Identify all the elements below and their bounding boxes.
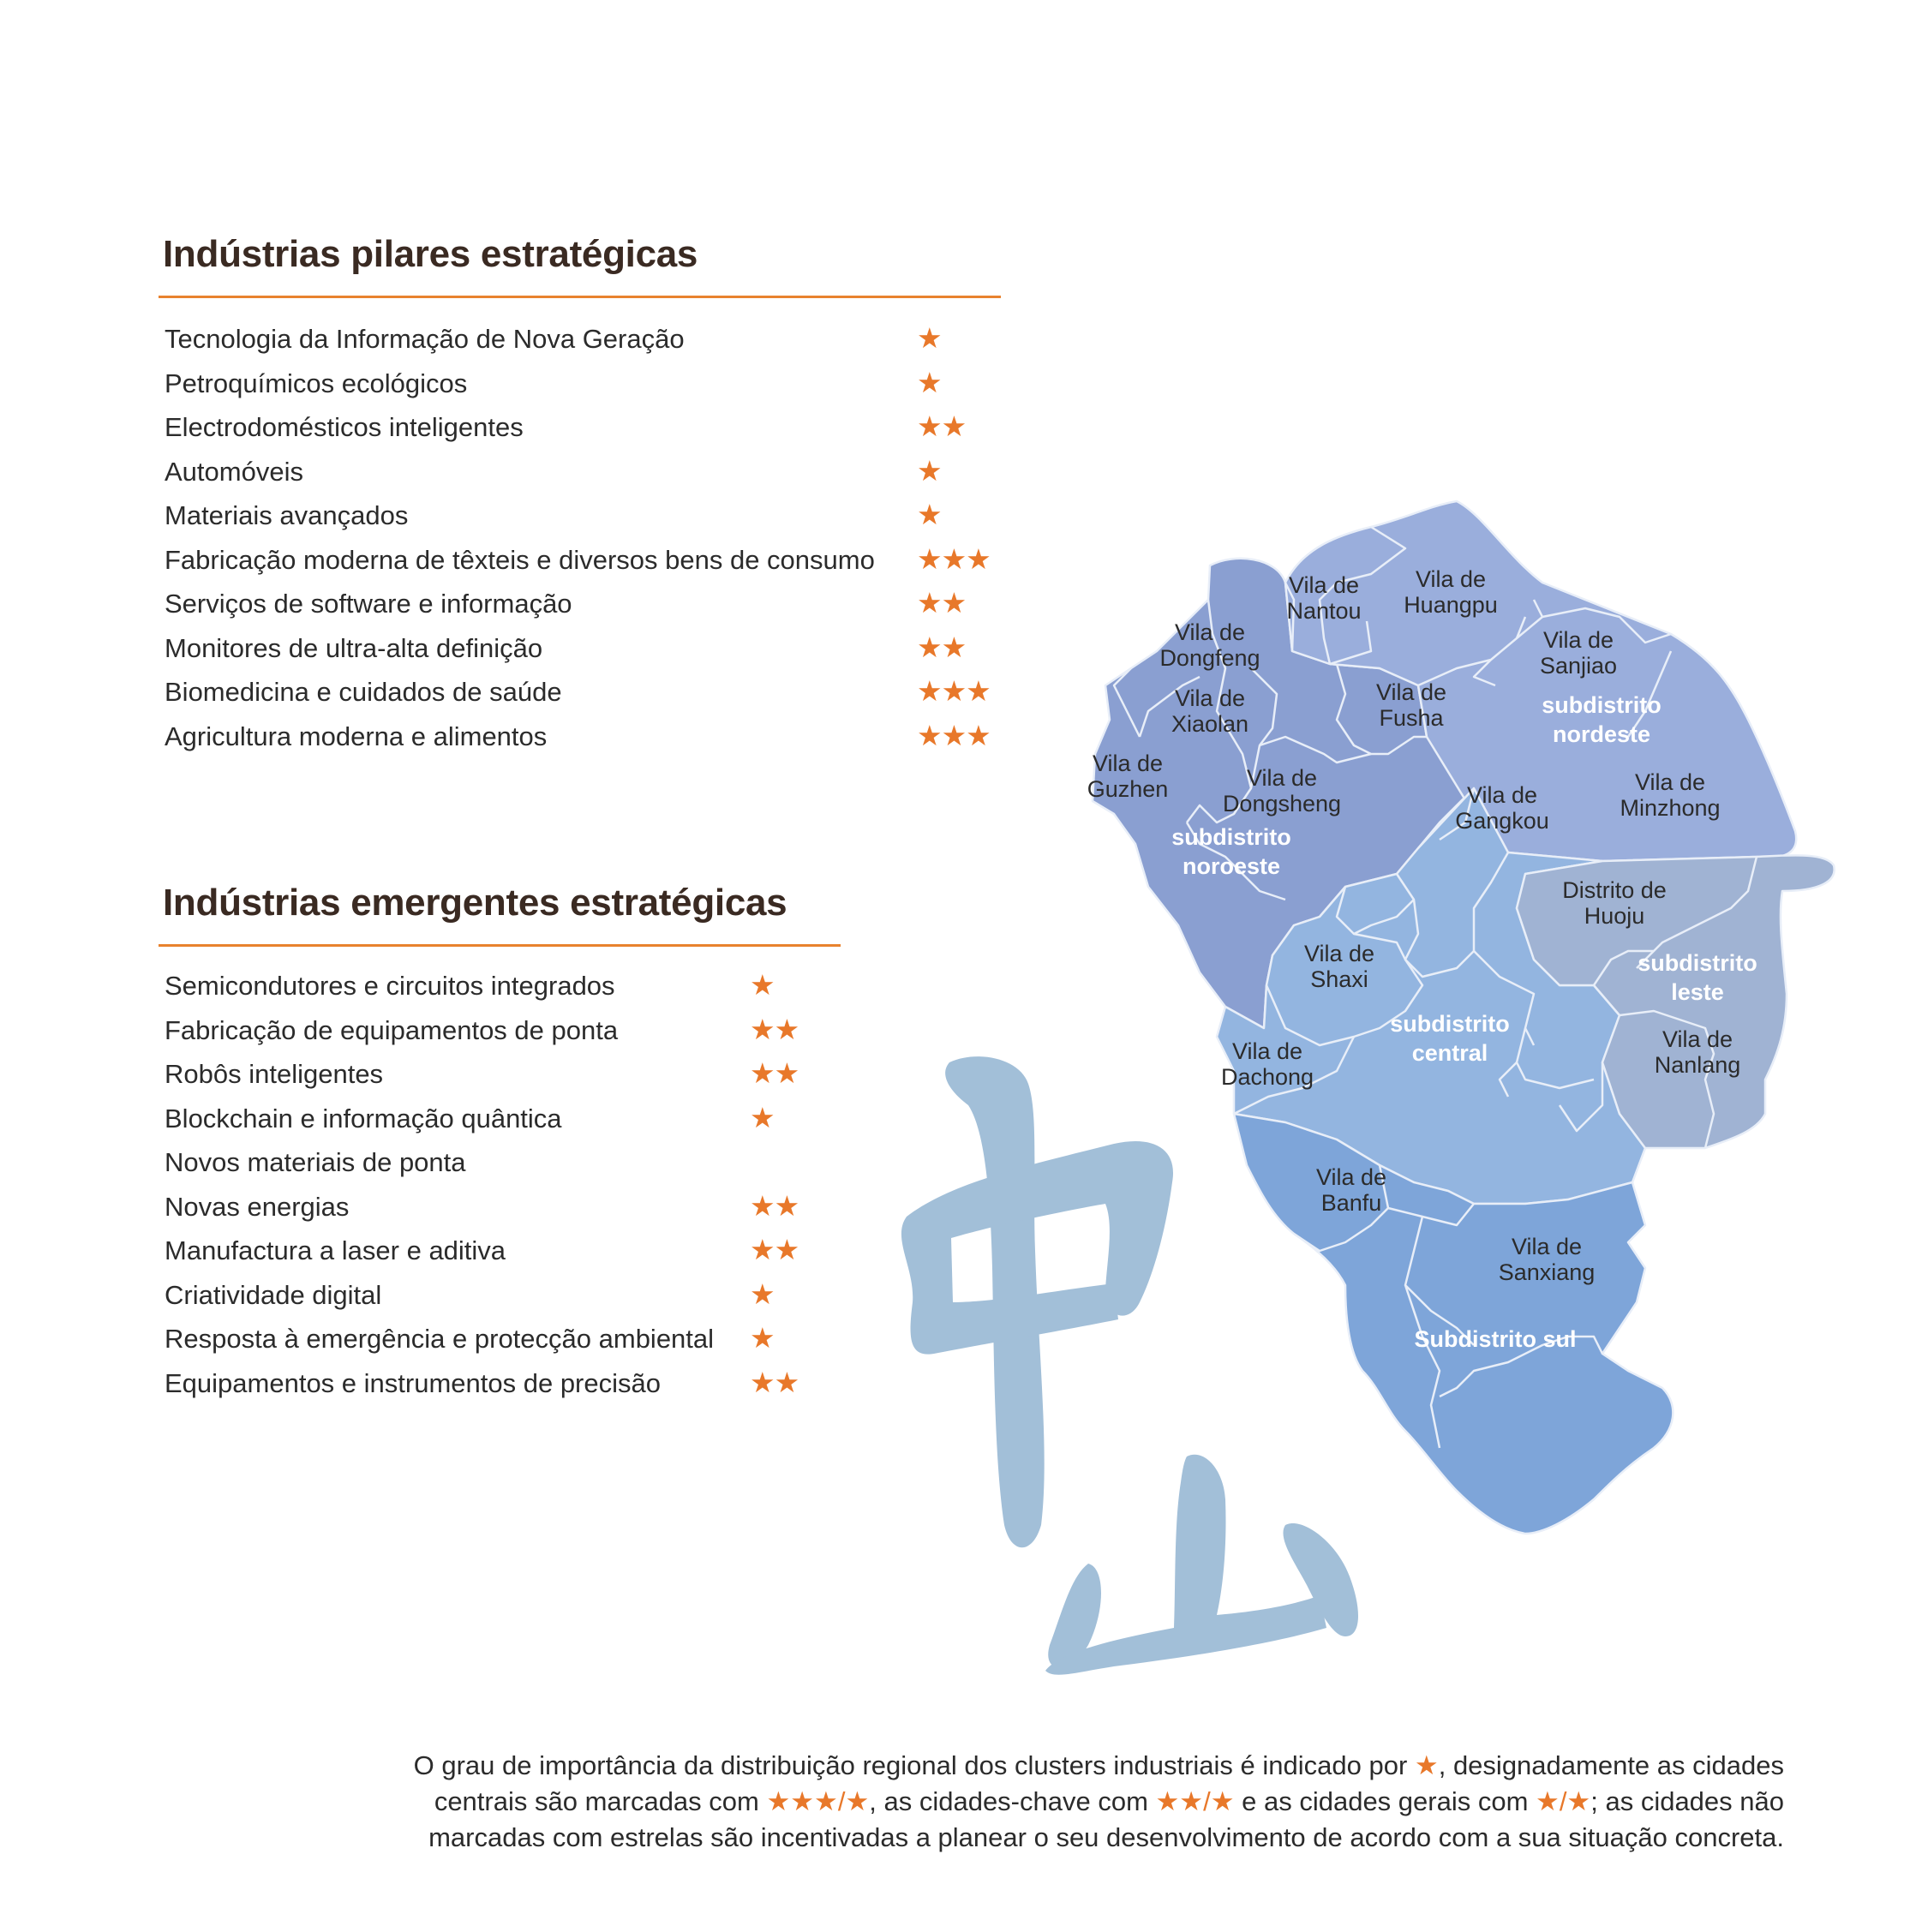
industry-label: Biomedicina e cuidados de saúde (165, 677, 562, 707)
label-gangkou: Vila de Gangkou (1455, 782, 1549, 834)
industry-label: Fabricação moderna de têxteis e diversos bens de consumo (165, 544, 875, 575)
industry-label: Serviços de software e informação (165, 589, 572, 619)
industry-label: Manufactura a laser e aditiva (165, 1235, 506, 1265)
label-dongsheng: Vila de Dongsheng (1222, 765, 1342, 816)
footnote-line-2 (242, 1784, 1784, 1820)
label-dongfeng: Vila de Dongfeng (1159, 619, 1260, 671)
star-rating: ★ (917, 454, 942, 487)
label-shaxi: Vila de Shaxi (1303, 941, 1375, 992)
star-rating: ★★ (750, 1189, 799, 1222)
industry-label: Tecnologia da Informação de Nova Geração (165, 324, 685, 354)
label-huangpu: Vila de Huangpu (1404, 566, 1498, 618)
footnote-line-3 (242, 1820, 1784, 1856)
star-icon: ★ (1414, 1750, 1439, 1780)
industry-label: Criatividade digital (165, 1279, 382, 1310)
star-rating: ★★ (750, 1013, 799, 1045)
industry-label: Petroquímicos ecológicos (165, 368, 468, 398)
star-rating: ★★★ (917, 675, 991, 707)
star-rating: ★★ (917, 587, 967, 619)
star-rating: ★ (750, 1101, 775, 1133)
industry-label: Monitores de ultra-alta definição (165, 632, 543, 663)
pillar-title: Indústrias pilares estratégicas (163, 233, 698, 275)
industry-label: Resposta à emergência e protecção ambiental (165, 1324, 715, 1354)
label-nanlang: Vila de Nanlang (1654, 1026, 1741, 1078)
star-rating: ★ (917, 499, 942, 530)
label-nantou: Vila de Nantou (1286, 572, 1362, 624)
footnote-text: O grau de importância da distribuição regional dos clusters industriais é indicado por (413, 1750, 1415, 1780)
star-rating: ★★ (750, 1366, 799, 1398)
star-rating: ★ (750, 1322, 775, 1354)
footnote-text: , designadamente as cidades (1438, 1750, 1784, 1780)
star-icon: ★/★ (1536, 1786, 1591, 1816)
footnote (242, 1748, 1784, 1856)
label-guzhen: Vila de Guzhen (1087, 751, 1169, 802)
industry-label: Agricultura moderna e alimentos (165, 721, 548, 751)
industry-label: Novos materiais de ponta (165, 1147, 466, 1177)
footnote-text: e as cidades gerais com (1234, 1786, 1536, 1816)
star-rating: ★★★ (917, 542, 991, 575)
footnote-text: centrais são marcadas com (434, 1786, 767, 1816)
industry-label: Robôs inteligentes (165, 1059, 384, 1089)
label-nordeste: subdistrito nordeste (1542, 692, 1662, 747)
label-banfu: Vila de Banfu (1315, 1164, 1387, 1216)
label-minzhong: Vila de Minzhong (1620, 769, 1721, 821)
star-rating: ★ (750, 969, 775, 1001)
star-rating: ★ (917, 322, 942, 354)
star-rating: ★ (750, 1277, 775, 1310)
industry-label: Fabricação de equipamentos de ponta (165, 1014, 619, 1045)
footnote-text: ; as cidades não (1590, 1786, 1784, 1816)
star-icon: ★★★/★ (766, 1786, 870, 1816)
label-sul: Subdistrito sul (1414, 1326, 1577, 1352)
industry-label: Electrodomésticos inteligentes (165, 412, 524, 442)
industry-label: Automóveis (165, 456, 303, 487)
industry-label: Equipamentos e instrumentos de precisão (165, 1367, 661, 1398)
label-fusha: Vila de Fusha (1375, 679, 1447, 731)
star-icon: ★★/★ (1155, 1786, 1235, 1816)
industry-label: Blockchain e informação quântica (165, 1103, 562, 1133)
footnote-text: marcadas com estrelas são incentivadas a planear o seu desenvolvimento de acordo com a sua situação concreta. (428, 1822, 1784, 1852)
star-rating: ★★ (917, 631, 967, 663)
footnote-text: , as cidades-chave com (869, 1786, 1156, 1816)
label-dachong: Vila de Dachong (1220, 1038, 1314, 1090)
star-rating: ★★ (750, 1057, 799, 1089)
footnote-line-1 (242, 1748, 1784, 1784)
emerging-title: Indústrias emergentes estratégicas (163, 882, 787, 924)
star-rating: ★★ (750, 1234, 799, 1265)
label-sanjiao: Vila de Sanjiao (1539, 627, 1618, 679)
label-leste: subdistrito leste (1638, 950, 1757, 1005)
label-sanxiang: Vila de Sanxiang (1498, 1234, 1596, 1285)
industry-label: Materiais avançados (165, 500, 409, 530)
industry-label: Novas energias (165, 1191, 350, 1222)
label-xiaolan: Vila de Xiaolan (1171, 685, 1249, 737)
star-rating: ★ (917, 366, 942, 398)
label-huoju: Distrito de Huoju (1562, 877, 1667, 929)
industry-label: Semicondutores e circuitos integrados (165, 971, 615, 1001)
calligraphy-stroke (901, 1141, 1173, 1355)
label-central: subdistrito central (1390, 1011, 1510, 1066)
star-rating: ★★★ (917, 719, 991, 751)
star-rating: ★★ (917, 410, 967, 442)
label-noroeste: subdistrito noroeste (1171, 824, 1291, 879)
